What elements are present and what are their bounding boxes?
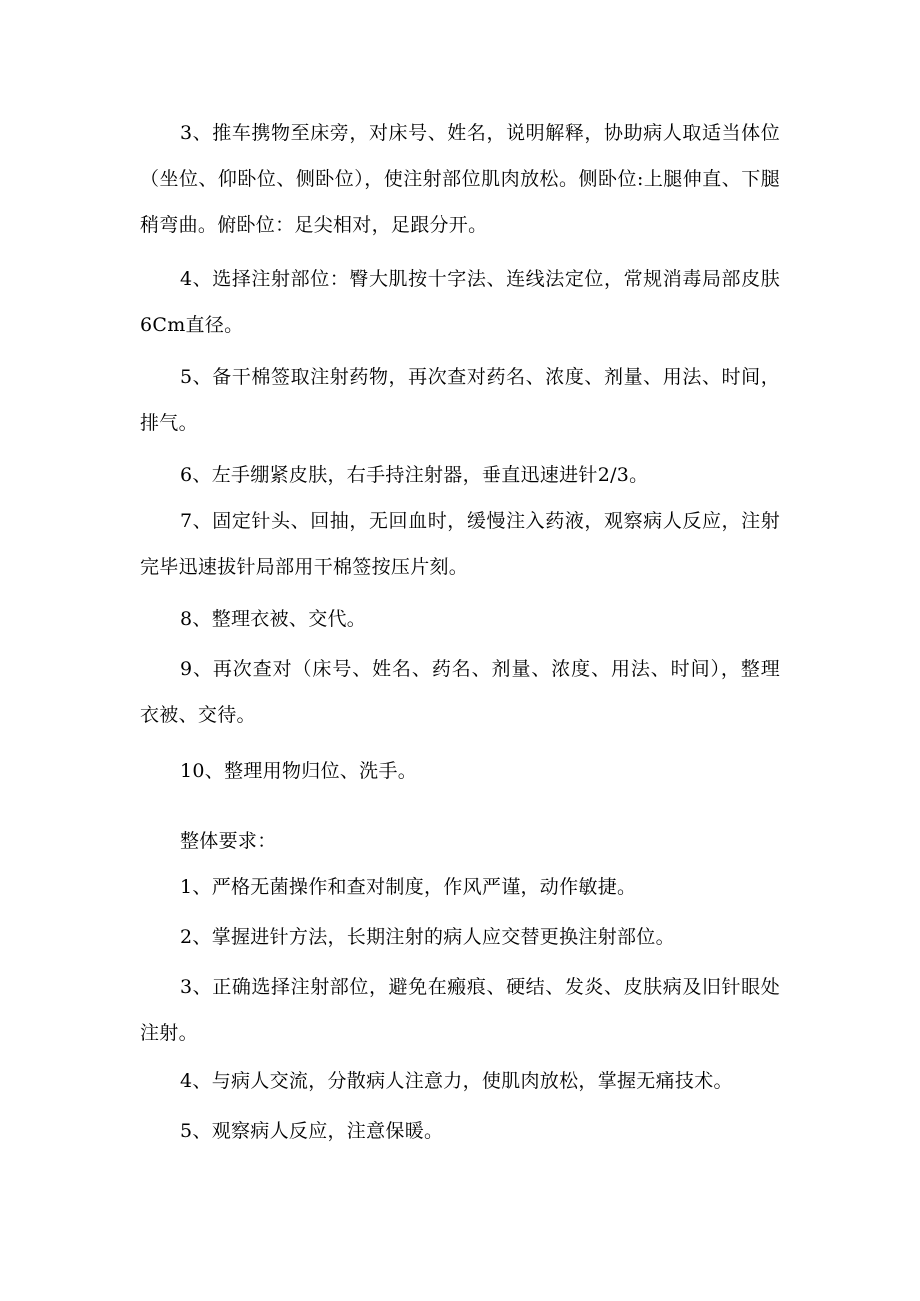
step-3-paragraph: 3、推车携物至床旁，对床号、姓名，说明解释，协助病人取适当体位（坐位、仰卧位、侧卧位），使注射部位肌肉放松。侧卧位:上腿伸直、下腿稍弯曲。俯卧位：足尖相对，足跟分开。: [140, 122, 780, 236]
step-9-paragraph: 9、再次查对（床号、姓名、药名、剂量、浓度、用法、时间），整理衣被、交待。: [140, 658, 780, 726]
step-10-paragraph: 10、整理用物归位、洗手。: [180, 760, 418, 782]
requirements-heading: 整体要求：: [180, 830, 277, 852]
step-6-paragraph: 6、左手绷紧皮肤，右手持注射器，垂直迅速进针2/3。: [180, 464, 649, 486]
requirement-5-paragraph: 5、观察病人反应，注意保暖。: [180, 1120, 444, 1142]
requirement-2-paragraph: 2、掌握进针方法，长期注射的病人应交替更换注射部位。: [180, 926, 675, 948]
requirement-1-paragraph: 1、严格无菌操作和查对制度，作风严谨，动作敏捷。: [180, 876, 637, 898]
step-8-paragraph: 8、整理衣被、交代。: [180, 608, 367, 630]
requirement-4-paragraph: 4、与病人交流，分散病人注意力，使肌肉放松，掌握无痛技术。: [180, 1070, 733, 1092]
requirement-3-paragraph: 3、正确选择注射部位，避免在瘢痕、硬结、发炎、皮肤病及旧针眼处注射。: [140, 976, 780, 1044]
step-5-paragraph: 5、备干棉签取注射药物，再次查对药名、浓度、剂量、用法、时间，排气。: [140, 366, 780, 434]
step-7-paragraph: 7、固定针头、回抽，无回血时，缓慢注入药液，观察病人反应，注射完毕迅速拔针局部用干棉签按压片刻。: [140, 510, 780, 578]
step-4-paragraph: 4、选择注射部位：臀大肌按十字法、连线法定位，常规消毒局部皮肤6Cm直径。: [140, 268, 780, 336]
